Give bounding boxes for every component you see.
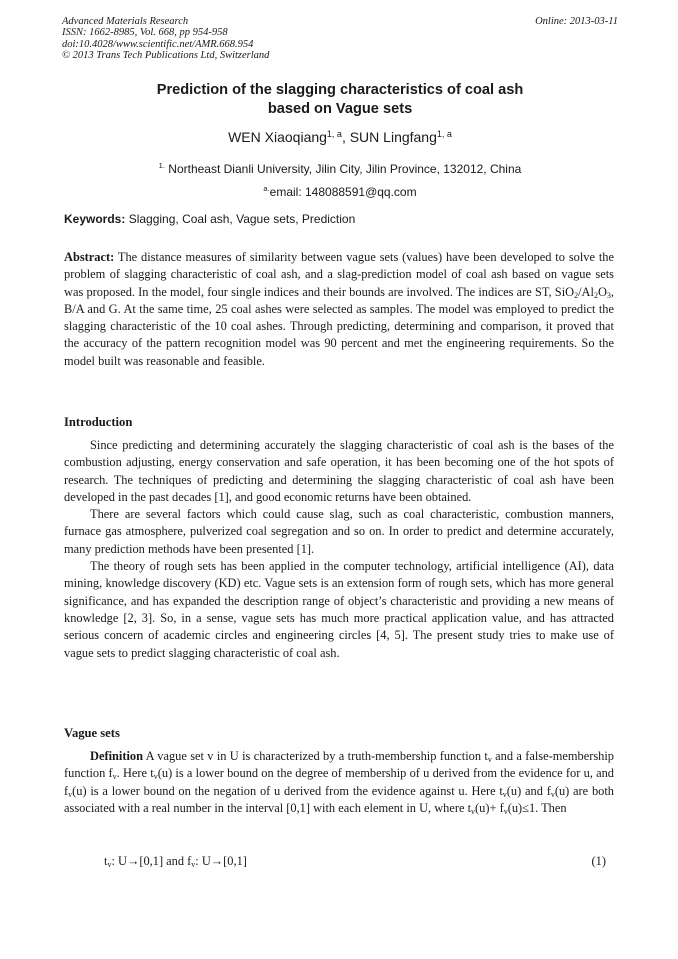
def-text-3: . Here t [116, 766, 154, 781]
def-text-5: (u) is a lower bound on the negation of u derived from the evidence against u. Here t [72, 783, 503, 798]
def-sub-6: v [550, 789, 555, 799]
eq-t-sub: v [107, 860, 112, 869]
journal-header [62, 16, 618, 62]
def-sub-7: v [471, 806, 476, 816]
online-date: Online: 2013-03-11 [535, 16, 618, 27]
eq-t: t [104, 854, 108, 868]
eq-f-map: : U→[0,1] [195, 854, 247, 868]
intro-paragraph-1: Since predicting and determining accurately the slagging characteristic of coal ash is the bases of the combustion adjusting, energy conservation and safe operation, it has been becoming one of the hot spots of research. The techniques of predicting and determining the slagging characteristic of coal ash have been developed in the past decades [1], and good economic returns have been obtained. [64, 438, 614, 504]
keywords [64, 211, 616, 227]
equation-number: (1) [591, 854, 606, 868]
abstract-sub-3: 3 [606, 290, 611, 300]
issn: ISSN: 1662-8985, Vol. 668, pp 954-958 [62, 27, 228, 39]
abstract-sub-2: 2 [593, 290, 598, 300]
email-mark: a. [263, 184, 270, 193]
journal-name: Advanced Materials Research [62, 16, 189, 27]
abstract-text-3: O [597, 284, 607, 299]
introduction-heading: Introduction [64, 415, 133, 429]
author-1: WEN Xiaoqiang [228, 129, 327, 145]
doi[interactable]: doi:10.4028/www.scientific.net/AMR.668.954 [62, 38, 254, 50]
eq-t-map: : U→[0,1] and f [111, 854, 192, 868]
definition-label: Definition [90, 749, 144, 763]
abstract-paragraph [64, 249, 614, 370]
affiliation-email [62, 179, 618, 202]
keywords-text: Slagging, Coal ash, Vague sets, Prediction [125, 212, 356, 226]
def-sub-1: v [487, 755, 492, 764]
abstract-text-4: , B/A and G. At the same time, 25 coal ashes were selected as samples. The model was employed to predict the slagging characteristic of the 10 coal ashes. Through predicting, determining and comparison, it proved that the accuracy of the pattern recognition model was 90 percent and met the engineering requirements. So the model built was reasonable and feasible. [64, 284, 614, 368]
def-text-6: (u) and f [506, 783, 551, 798]
def-sub-8: v [503, 806, 508, 816]
intro-paragraph-2: There are several factors which could cause slag, such as coal characteristic, combustion manners, furnace gas atmosphere, pulverized coal segregation and so on. In order to predict and determine accurately, many prediction methods have been presented [1]. [64, 507, 614, 556]
author-2: SUN Lingfang [349, 129, 437, 145]
author-list [62, 125, 618, 146]
introduction-body [64, 437, 614, 662]
copyright: © 2013 Trans Tech Publications Ltd, Switzerland [62, 50, 270, 62]
def-text-2: and a false-membership function f [64, 749, 614, 781]
abstract-text-2: /Al [578, 284, 594, 299]
abstract-sub-1: 2 [574, 290, 579, 300]
equation-1 [104, 853, 606, 870]
paper-title [62, 81, 618, 119]
author-2-affil: 1, a [436, 129, 452, 139]
affiliation-1 [62, 156, 618, 179]
def-sub-2: v [112, 772, 117, 782]
title-line-2: based on Vague sets [267, 101, 413, 117]
vague-sets-body [64, 748, 614, 817]
def-text-7: (u) are both associated with a real number in the interval [0,1] with each element in U, where t [64, 783, 614, 815]
definition-paragraph [64, 748, 614, 817]
def-sub-3: v [153, 772, 158, 782]
abstract-label: Abstract: [64, 250, 115, 264]
abstract [64, 249, 614, 370]
affiliations [62, 156, 618, 202]
def-text-8: (u)+ f [475, 800, 504, 815]
def-text-4: (u) is a lower bound on the degree of membership of u derived from the evidence for u, and f [64, 766, 614, 798]
abstract-text-1: The distance measures of similarity between vague sets (values) have been developed to solve the problem of slagging characteristic of coal ash, and a slag-prediction model of coal ash based on vague sets was proposed. In the model, four single indices and their bounds are involved. The indices are ST, SiO [64, 250, 614, 299]
def-sub-5: v [502, 789, 507, 799]
vague-sets-heading: Vague sets [64, 726, 120, 740]
def-text-9: (u)≤1. Then [507, 800, 567, 815]
def-text-1: A vague set v in U is characterized by a truth-membership function t [143, 749, 488, 763]
eq-f-sub: v [191, 860, 196, 869]
email-text[interactable]: email: 148088591@qq.com [269, 185, 417, 199]
affiliation-1-text: Northeast Dianli University, Jilin City, Jilin Province, 132012, China [168, 162, 522, 176]
title-line-1: Prediction of the slagging characteristics of coal ash [156, 82, 524, 98]
affiliation-1-mark: 1. [158, 161, 165, 170]
def-sub-4: v [68, 789, 73, 799]
author-separator: , [341, 129, 350, 145]
intro-paragraph-3: The theory of rough sets has been applied in the computer technology, artificial intelligence (AI), data mining, knowledge discovery (KD) etc. Vague sets is an extension form of rough sets, which has more general significance, and has expanded the description range of object’s characteristic and providing a new means of knowledge [2, 3]. So, in a sense, vague sets has much more practical application value, and has attracted serious concern of academic circles and engineering circles [4, 5]. The present study tries to make use of vague sets to predict slagging characteristic of coal ash. [64, 559, 614, 660]
author-1-affil: 1, a [326, 129, 342, 139]
keywords-label: Keywords: [64, 212, 126, 226]
